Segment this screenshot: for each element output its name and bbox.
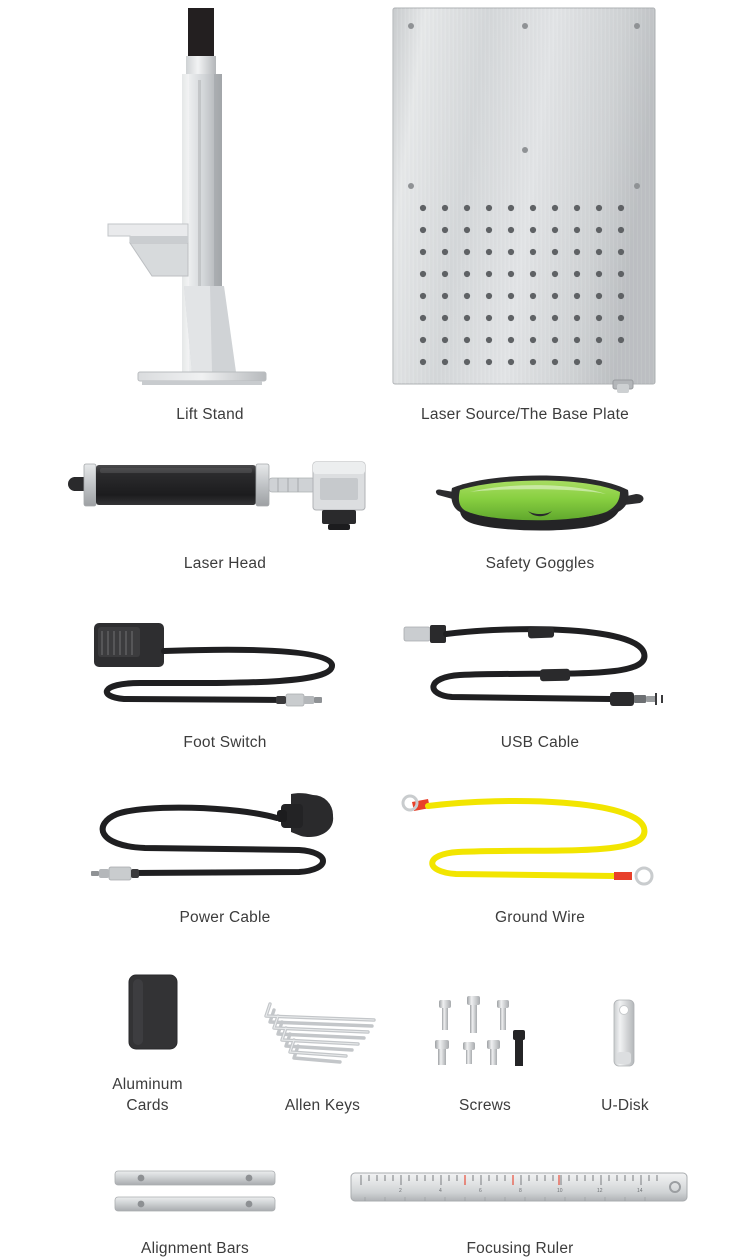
part-base-plate xyxy=(360,0,690,426)
svg-text:6: 6 xyxy=(479,1187,482,1194)
lift-stand-icon xyxy=(100,0,320,395)
focusing-ruler-icon xyxy=(345,1159,695,1229)
part-label: Power Cable xyxy=(179,908,271,926)
aluminum-cards-icon xyxy=(103,965,193,1065)
alignment-bars-icon xyxy=(105,1159,285,1229)
part-usb-cable xyxy=(390,613,690,754)
foot-switch-icon xyxy=(80,613,370,723)
part-label: Focusing Ruler xyxy=(466,1239,574,1257)
part-lift-stand xyxy=(60,0,360,426)
part-focusing-ruler xyxy=(340,1159,700,1259)
part-laser-head xyxy=(60,454,390,575)
svg-text:14: 14 xyxy=(637,1187,643,1194)
part-aluminum-cards xyxy=(60,965,235,1117)
part-alignment-bars xyxy=(50,1159,340,1259)
laser-head-icon xyxy=(60,454,390,544)
parts-row-2 xyxy=(0,454,750,575)
part-label: Allen Keys xyxy=(284,1096,361,1114)
part-safety-goggles xyxy=(390,454,690,575)
svg-text:12: 12 xyxy=(597,1187,603,1194)
parts-row-5 xyxy=(0,965,750,1117)
part-label: Laser Head xyxy=(183,554,267,572)
power-cable-icon xyxy=(85,788,365,898)
part-label: Foot Switch xyxy=(183,733,267,751)
screws-icon xyxy=(425,986,545,1086)
ground-wire-icon xyxy=(400,788,680,898)
part-label-line2: Cards xyxy=(126,1096,169,1114)
part-label: Safety Goggles xyxy=(485,554,595,572)
parts-row-6 xyxy=(0,1159,750,1259)
parts-row-4 xyxy=(0,788,750,929)
part-label: Ground Wire xyxy=(494,908,586,926)
part-label: Lift Stand xyxy=(176,406,244,423)
part-u-disk xyxy=(560,986,690,1117)
part-screws xyxy=(410,986,560,1117)
part-label: U-Disk xyxy=(601,1096,649,1114)
safety-goggles-icon xyxy=(430,454,650,544)
part-label xyxy=(112,1075,183,1117)
svg-text:8: 8 xyxy=(519,1187,522,1194)
part-label: Alignment Bars xyxy=(141,1239,249,1257)
parts-row-3 xyxy=(0,613,750,754)
allen-keys-icon xyxy=(248,986,398,1086)
part-label: Screws xyxy=(458,1096,511,1114)
usb-cable-icon xyxy=(400,613,680,723)
part-label: Laser Source/The Base Plate xyxy=(421,406,629,423)
base-plate-icon xyxy=(385,0,665,395)
part-allen-keys xyxy=(235,986,410,1117)
part-label: USB Cable xyxy=(500,733,580,751)
part-foot-switch xyxy=(60,613,390,754)
part-power-cable xyxy=(60,788,390,929)
svg-text:4: 4 xyxy=(439,1187,442,1194)
svg-text:2: 2 xyxy=(399,1187,402,1194)
u-disk-icon xyxy=(590,986,660,1086)
parts-row-1 xyxy=(0,0,750,426)
svg-text:10: 10 xyxy=(557,1187,563,1194)
part-label-line1: Aluminum xyxy=(112,1075,183,1093)
part-ground-wire xyxy=(390,788,690,929)
